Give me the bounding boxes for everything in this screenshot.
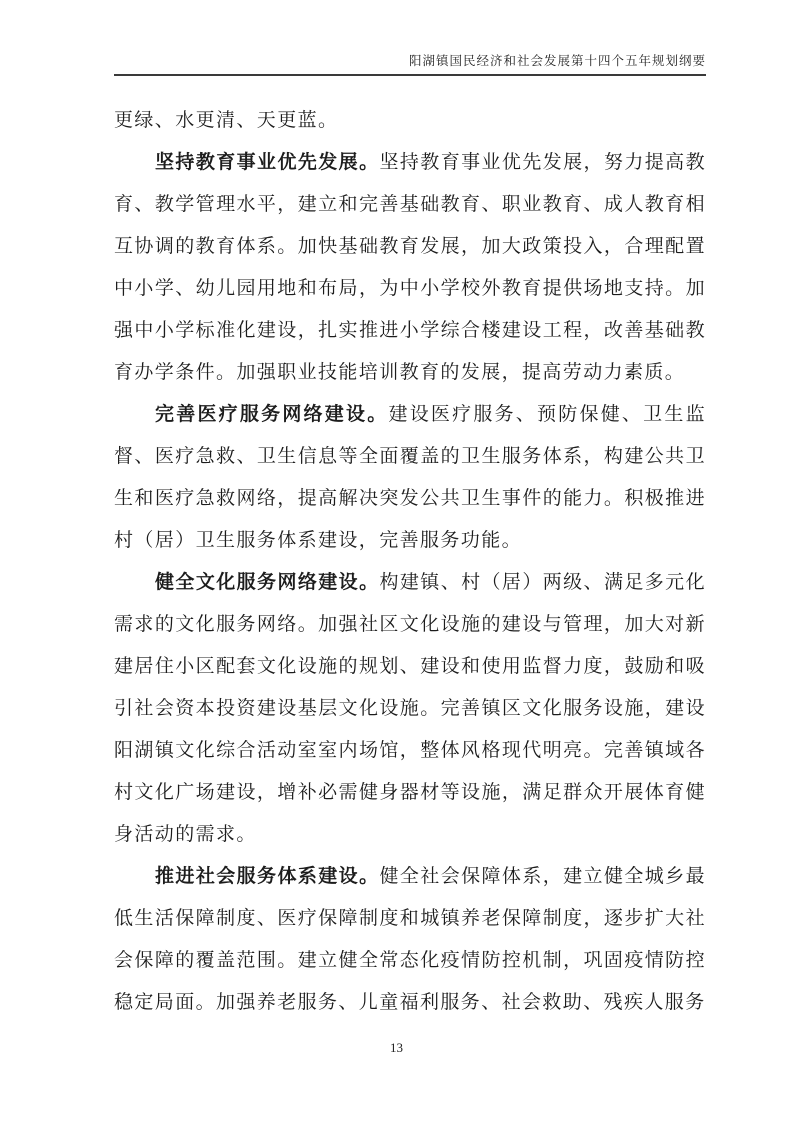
paragraph	[114, 142, 706, 394]
page-number: 13	[390, 1040, 403, 1055]
document-body	[114, 100, 706, 1024]
paragraph-lead: 坚持教育事业优先发展。	[155, 152, 380, 173]
paragraph-text: 构建镇、村（居）两级、满足多元化需求的文化服务网络。加强社区文化设施的建设与管理，加大对新建居住小区配套文化设施的规划、建设和使用监督力度，鼓励和吸引社会资本投资建设基层文化设施。完善镇区文化服务设施，建设阳湖镇文化综合活动室室内场馆，整体风格现代明亮。完善镇域各村文化广场建设，增补必需健身器材等设施，满足群众开展体育健身活动的需求。	[114, 572, 706, 845]
paragraph-text: 建设医疗服务、预防保健、卫生监督、医疗急救、卫生信息等全面覆盖的卫生服务体系，构建公共卫生和医疗急救网络，提高解决突发公共卫生事件的能力。积极推进村（居）卫生服务体系建设，完善服务功能。	[114, 404, 706, 551]
paragraph	[114, 562, 706, 856]
paragraph-text: 健全社会保障体系，建立健全城乡最低生活保障制度、医疗保障制度和城镇养老保障制度，逐步扩大社会保障的覆盖范围。建立健全常态化疫情防控机制，巩固疫情防控稳定局面。加强养老服务、儿童福利服务、社会救助、残疾人服务	[114, 866, 706, 1013]
paragraph-text: 坚持教育事业优先发展，努力提高教育、教学管理水平，建立和完善基础教育、职业教育、成人教育相互协调的教育体系。加快基础教育发展，加大政策投入，合理配置中小学、幼儿园用地和布局，为中小学校外教育提供场地支持。加强中小学标准化建设，扎实推进小学综合楼建设工程，改善基础教育办学条件。加强职业技能培训教育的发展，提高劳动力素质。	[114, 152, 706, 383]
paragraph	[114, 394, 706, 562]
paragraph-lead: 完善医疗服务网络建设。	[155, 404, 389, 425]
paragraph-lead: 健全文化服务网络建设。	[155, 572, 380, 593]
paragraph	[114, 856, 706, 1024]
paragraph	[114, 100, 706, 142]
page-header	[114, 54, 706, 76]
paragraph-text: 更绿、水更清、天更蓝。	[114, 110, 339, 131]
paragraph-lead: 推进社会服务体系建设。	[155, 866, 380, 887]
page-footer	[0, 1040, 793, 1056]
header-title: 阳湖镇国民经济和社会发展第十四个五年规划纲要	[408, 54, 706, 68]
